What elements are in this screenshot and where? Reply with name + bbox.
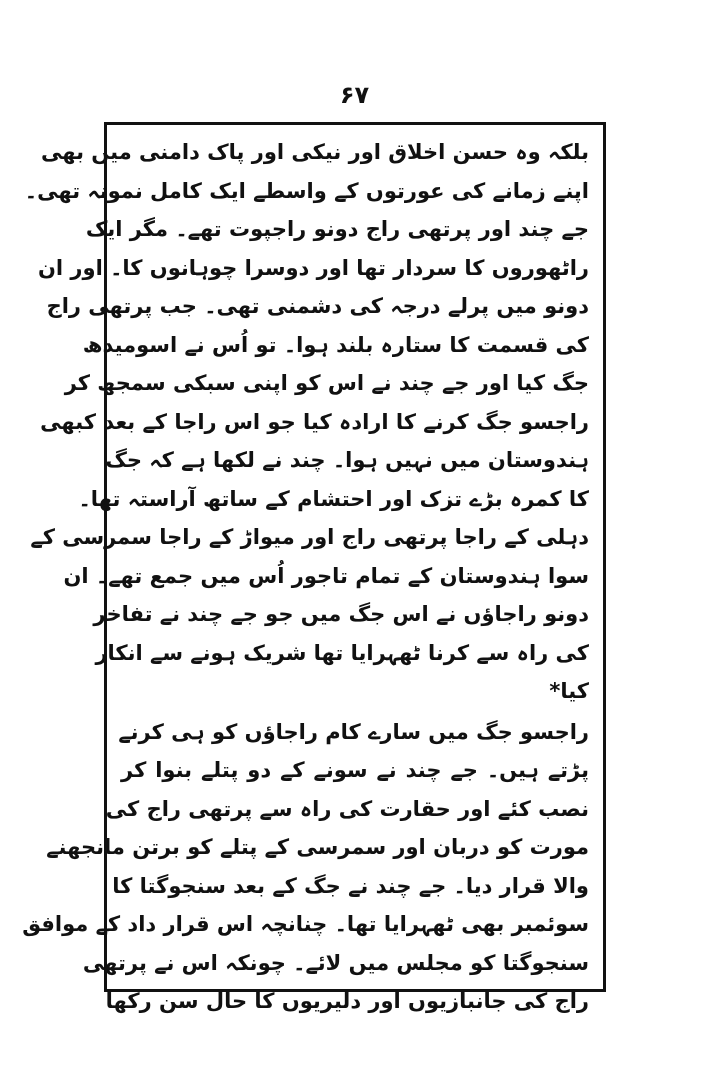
paragraph-1: [24, 133, 589, 711]
text-line: راجسو جگ کرنے کا ارادہ کیا جو اس راجا کے بعد کبھی: [40, 409, 589, 434]
text-line: سنجوگتا کو مجلس میں لائے۔ چونکہ اس نے پرتھی: [82, 950, 589, 975]
text-line: دہلی کے راجا پرتھی راج اور میواڑ کے راجا سمرسی کے: [30, 525, 589, 549]
text-line: راجسو جگ میں سارے کام راجاؤں کو ہی کرنے: [118, 719, 589, 744]
text-line: جگ کیا اور جے چند نے اس کو اپنی سبکی سمجھ کر: [64, 371, 589, 395]
text-frame: [22, 122, 606, 1013]
text-line: مورت کو دربان اور سمرسی کے پتلے کو برتن مانجھنے: [46, 835, 589, 859]
text-line: کیا*: [549, 679, 589, 703]
text-body: [22, 133, 589, 1013]
paragraph-2: [22, 713, 589, 1021]
text-line: دونو راجاؤں نے اس جگ میں جو جے چند نے تفاخر: [93, 602, 589, 626]
text-line: سوئمبر بھی ٹھہرایا تھا۔ چنانچہ اس قرار داد کے موافق: [22, 912, 589, 936]
text-line: کی قسمت کا ستارہ بلند ہوا۔ تو اُس نے اسومیدھ: [82, 332, 589, 357]
text-line: کا کمرہ بڑے تزک اور احتشام کے ساتھ آراستہ تھا۔: [78, 486, 589, 511]
page-number: ۶۷: [339, 81, 370, 109]
text-line: جے چند اور پرتھی راج دونو راجپوت تھے۔ مگر ایک: [85, 217, 589, 241]
text-line: پڑتے ہیں۔ جے چند نے سونے کے دو پتلے بنوا کر: [121, 758, 589, 782]
text-line: والا قرار دیا۔ جے چند نے جگ کے بعد سنجوگتا کا: [112, 873, 589, 898]
text-line: نصب کئے اور حقارت کی راہ سے پرتھی راج کی: [105, 796, 589, 821]
text-line: بلکہ وہ حسن اخلاق اور نیکی اور پاک دامنی میں بھی: [40, 140, 589, 164]
text-line: راٹھوروں کا سردار تھا اور دوسرا چوہانوں کا۔ اور ان: [38, 255, 589, 280]
text-line: سوا ہندوستان کے تمام تاجور اُس میں جمع تھے۔ ان: [63, 563, 589, 588]
text-line: کی راہ سے کرنا ٹھہرایا تھا شریک ہونے سے انکار: [95, 640, 589, 665]
text-line: اپنے زمانے کی عورتوں کے واسطے ایک کامل نمونہ تھی۔: [24, 178, 589, 203]
text-line: ہندوستان میں نہیں ہوا۔ چند نے لکھا ہے کہ جگ: [105, 448, 589, 472]
text-line: راج کی جانبازیوں اور دلیریوں کا حال سن رکھا: [105, 989, 589, 1013]
text-line: دونو میں پرلے درجہ کی دشمنی تھی۔ جب پرتھی راج: [46, 294, 589, 318]
